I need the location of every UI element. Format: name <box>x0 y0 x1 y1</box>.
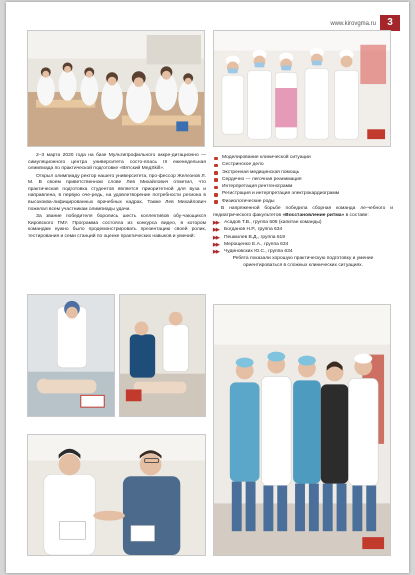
bullet-icon <box>214 178 218 182</box>
list-item: Физиологические роды <box>213 199 393 206</box>
photo-cpr-right <box>119 294 206 417</box>
photo-winning-team <box>213 304 391 556</box>
list-item: ▶▶ Асадов Т.В., группа 605 (капитан команды) <box>213 219 322 226</box>
team-members-list <box>213 220 393 256</box>
list-item: ▶▶ Мерощенко Е.А., группа 634 <box>213 241 289 248</box>
winner-team-name: «Восстановление ритма» <box>282 212 345 218</box>
photo-handshake <box>27 434 206 556</box>
bullet-icon <box>214 193 218 197</box>
double-arrow-icon: ▶▶ <box>213 227 219 234</box>
list-item: Моделирование клинической ситуации <box>213 155 393 162</box>
double-arrow-icon: ▶▶ <box>213 241 219 248</box>
photo-cpr-left <box>27 294 115 417</box>
list-item: Сердечно — легочная реанимация <box>213 177 393 184</box>
bullet-icon <box>214 157 218 161</box>
list-item: ▶▶ Богданов Н.Р., группа 634 <box>213 227 283 234</box>
list-item: ▶▶ Чудиновских Ю.С., группа 634 <box>213 249 293 256</box>
bullet-icon <box>214 200 218 204</box>
header-url[interactable]: www.kirovgma.ru <box>330 21 376 27</box>
stations-list <box>213 155 393 205</box>
photo-classroom <box>27 30 205 147</box>
paragraph-winner: В напряженной борьбе победила сборная команда ле-чебного и педиатрического факультетов «Восстановление ритма» в составе: <box>213 205 393 218</box>
paragraph-program: За звание победителя боролись шесть коллективов обу-чающихся Кировского ГМУ. Программа состояла из конкурса видео, в котором командам нужно было продемонстрировать презентацию своей ролик, тестирования и семи станций по оценке практических навыков и умений: <box>28 213 206 239</box>
bullet-icon <box>214 186 218 190</box>
list-item: ▶▶ Пешкилев В.Д., группа 619 <box>213 234 285 241</box>
bullet-icon <box>214 171 218 175</box>
page-number: 3 <box>380 15 400 31</box>
double-arrow-icon: ▶▶ <box>213 219 219 226</box>
bullet-icon <box>214 164 218 168</box>
document-page <box>6 2 409 573</box>
list-item: Сестринское дело <box>213 162 393 169</box>
photo-team-masks <box>213 30 391 147</box>
text-column-left <box>28 153 206 241</box>
paragraph-opening: Открыл олимпиаду ректор нашего университета, про-фессор Железнов Л. М. В своем приветственном слове Лев Михайлович отметил, что практическая подготовка студентов является приоритетной для вуза и направлена, в первую оче-редь, на удовлетворение потребности региона в высококва-лифицированных врачебных кадрах. Также Лев Михайлович пожелал всем участникам олимпиады удачи. <box>28 173 206 212</box>
text-column-right <box>213 155 393 270</box>
paragraph-intro: 2–3 марта 2020 года на базе Мультипрофильного аккре-дитационно — симуляционного центра университета состо-ялась III еженедельная олимпиада по практической подготовке «Вятский МедSkill». <box>28 153 206 172</box>
list-item: Регистрация и интерпретация электрокардиограмм <box>213 191 393 198</box>
double-arrow-icon: ▶▶ <box>213 234 219 241</box>
paragraph-closing: Ребята показали хорошую практическую подготовку и умение ориентироваться в сложных клинических ситуациях. <box>232 256 374 268</box>
list-item: Экстренная медицинская помощь <box>213 170 393 177</box>
double-arrow-icon: ▶▶ <box>213 249 219 256</box>
list-item: Интерпретация рентгенограмм <box>213 184 393 191</box>
